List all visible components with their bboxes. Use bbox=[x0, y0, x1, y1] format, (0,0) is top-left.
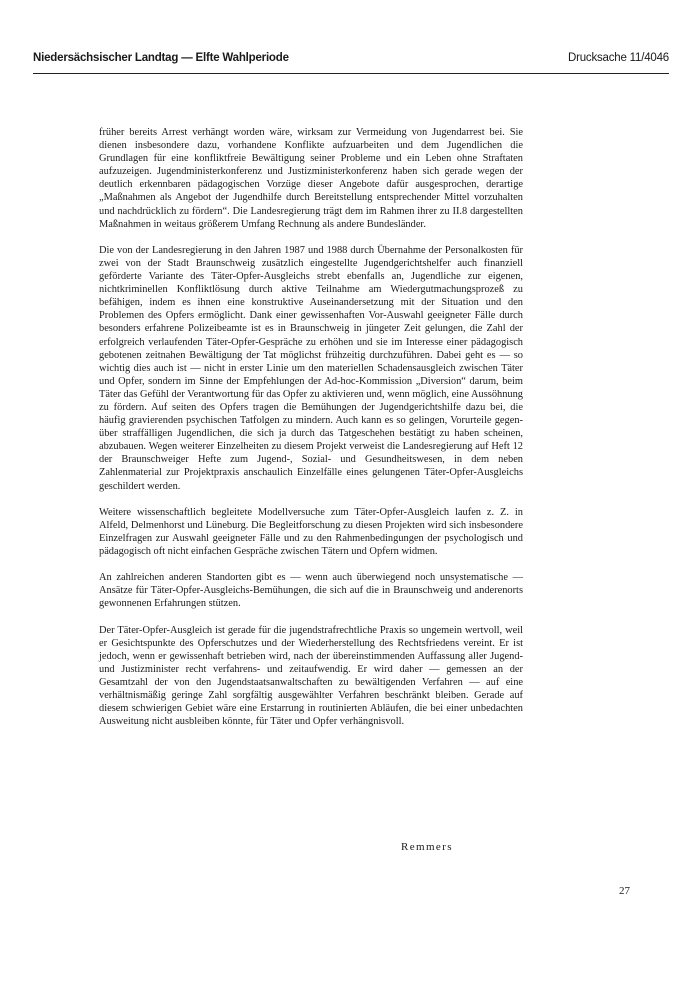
paragraph-1: früher bereits Arrest verhängt worden wäre, wirksam zur Vermeidung von Jugendarrest bei. Sie dienen insbesondere dazu, vorhandene Konflikte aufzuarbeiten und dem Jugendlichen die Grundlagen für eine konfliktfreie Bewältigung seiner Probleme und ein Leben ohne Straftaten aufzuzeigen. Jugendministerkonferenz und Justizministerkonferenz haben sich gerade wegen der deutlich erkennbaren pädagogischen Vorzüge dieser Angebote dafür ausgesprochen, derartige „Maßnahmen als Angebot der Jugendhilfe durch Bereitstellung entsprechender Mittel vorzuhalten und nachdrücklich zu fördern“. Die Landesregierung trägt dem im Rahmen ihrer zu II.8 dargestellten Maßnahmen in weitaus größerem Umfang Rechnung als andere Bundesländer. bbox=[99, 127, 523, 230]
signature: Remmers bbox=[401, 841, 453, 853]
page-number: 27 bbox=[619, 885, 630, 897]
header-divider bbox=[33, 73, 669, 74]
page-header bbox=[33, 52, 669, 74]
header-document-number: Drucksache 11/4046 bbox=[567, 52, 669, 64]
paragraph-4: An zahlreichen anderen Standorten gibt es — wenn auch überwiegend noch unsystematische — Ansätze für Täter-Opfer-Ausgleichs-Bemühungen, die sich auf die in Braunschweig und anderenorts gewonnenen Erfahrungen stützen. bbox=[99, 572, 523, 610]
paragraph-5: Der Täter-Opfer-Ausgleich ist gerade für die jugendstrafrechtliche Praxis so ungemein wertvoll, weil er Gesichtspunkte des Opferschutzes und der Wiederherstellung des Rechtsfriedens vereint. Er ist jedoch, wenn er gewissenhaft betrieben wird, nach der übereinstimmenden Auffassung aller Jugend- und Justizminister recht verfahrens- und zeitaufwendig. Er wird daher — gemessen an der Gesamtzahl der von den Jugendstaatsanwaltschaften zu bewältigenden Verfahren — auf eine verhältnismäßig geringe Zahl sorgfältig ausgewählter Verfahren beschränkt bleiben. Gerade auf diesem schwierigen Gebiet wäre eine Erstarrung in routinierten Abläufen, die bei einer unbedachten Ausweitung nicht ausbleiben könnte, für Täter und Opfer verhängnisvoll. bbox=[99, 624, 523, 728]
document-body bbox=[99, 126, 523, 741]
paragraph-3: Weitere wissenschaftlich begleitete Modellversuche zum Täter-Opfer-Ausgleich laufen z. Z. in Alfeld, Delmenhorst und Lüneburg. Die Begleitforschung zu diesen Projekten wird sich insbesondere Einzelfragen zur Auswahl geeigneter Fälle und zu den Rahmenbedingungen der psychologisch und pädagogisch oft nicht einfachen Gespräche zwischen Tätern und Opfern widmen. bbox=[99, 506, 523, 557]
paragraph-2: Die von der Landesregierung in den Jahren 1987 und 1988 durch Übernahme der Personalkosten für zwei von der Stadt Braunschweig zusätzlich eingestellte Jugendgerichtshelfer auch finanziell geförderte Variante des Täter-Opfer-Ausgleichs strebt ebenfalls an, Jugendliche zur eigenen, nichtkriminellen Konfliktlösung durch aktive Teilnahme am Wiedergutmachungsprozeß zu befähigen, indem es ihnen eine konstruktive Auseinandersetzung mit der Situation und den Problemen des Opfers ermöglicht. Dank einer gewissenhaften Vor-Auswahl geeigneter Fälle durch besonders erfahrene Polizeibeamte ist es in Braunschweig in jüngeter Zeit gelungen, die Zahl der erfolgreich verlaufenden Täter-Opfer-Gespräche zu erhöhen und sie im Interesse einer pädagogisch gebotenen zeitnahen Bewältigung der Tat möglichst frühzeitig durchzuführen. Dabei geht es — so wichtig dies auch ist — nicht in erster Linie um den materiellen Schadensausgleich zwischen Täter und Opfer, sondern im Sinne der Empfehlungen der Ad-hoc-Kommission „Diversion“ darum, beim Täter das Gefühl der Verantwortung für das Opfer zu aktivieren und, wenn möglich, eine Aussöhnung zu fördern. Auf seiten des Opfers tragen die Bemühungen der Jugendgerichtshilfe dazu bei, die häufig gravierenden psychischen Tatfolgen zu mindern. Auch kann es so gelingen, Vorurteile gegenüber straffälligen Jugendlichen, die sich ja durch das Tatgeschehen bestätigt zu haben scheinen, abzubauen. Wegen weiterer Einzelheiten zu diesem Projekt verweist die Landesregierung auf Heft 12 der Braunschweiger Hefte zum Jugend-, Sozial- und Gesundheitswesen, in dem neben Zahlenmaterial zur Projektpraxis anschaulich Einzelfälle eines gelungenen Täter-Opfer-Ausgleichs geschildert werden. bbox=[99, 244, 523, 492]
header-parliament-title: Niedersächsischer Landtag — Elfte Wahlperiode bbox=[33, 52, 289, 64]
